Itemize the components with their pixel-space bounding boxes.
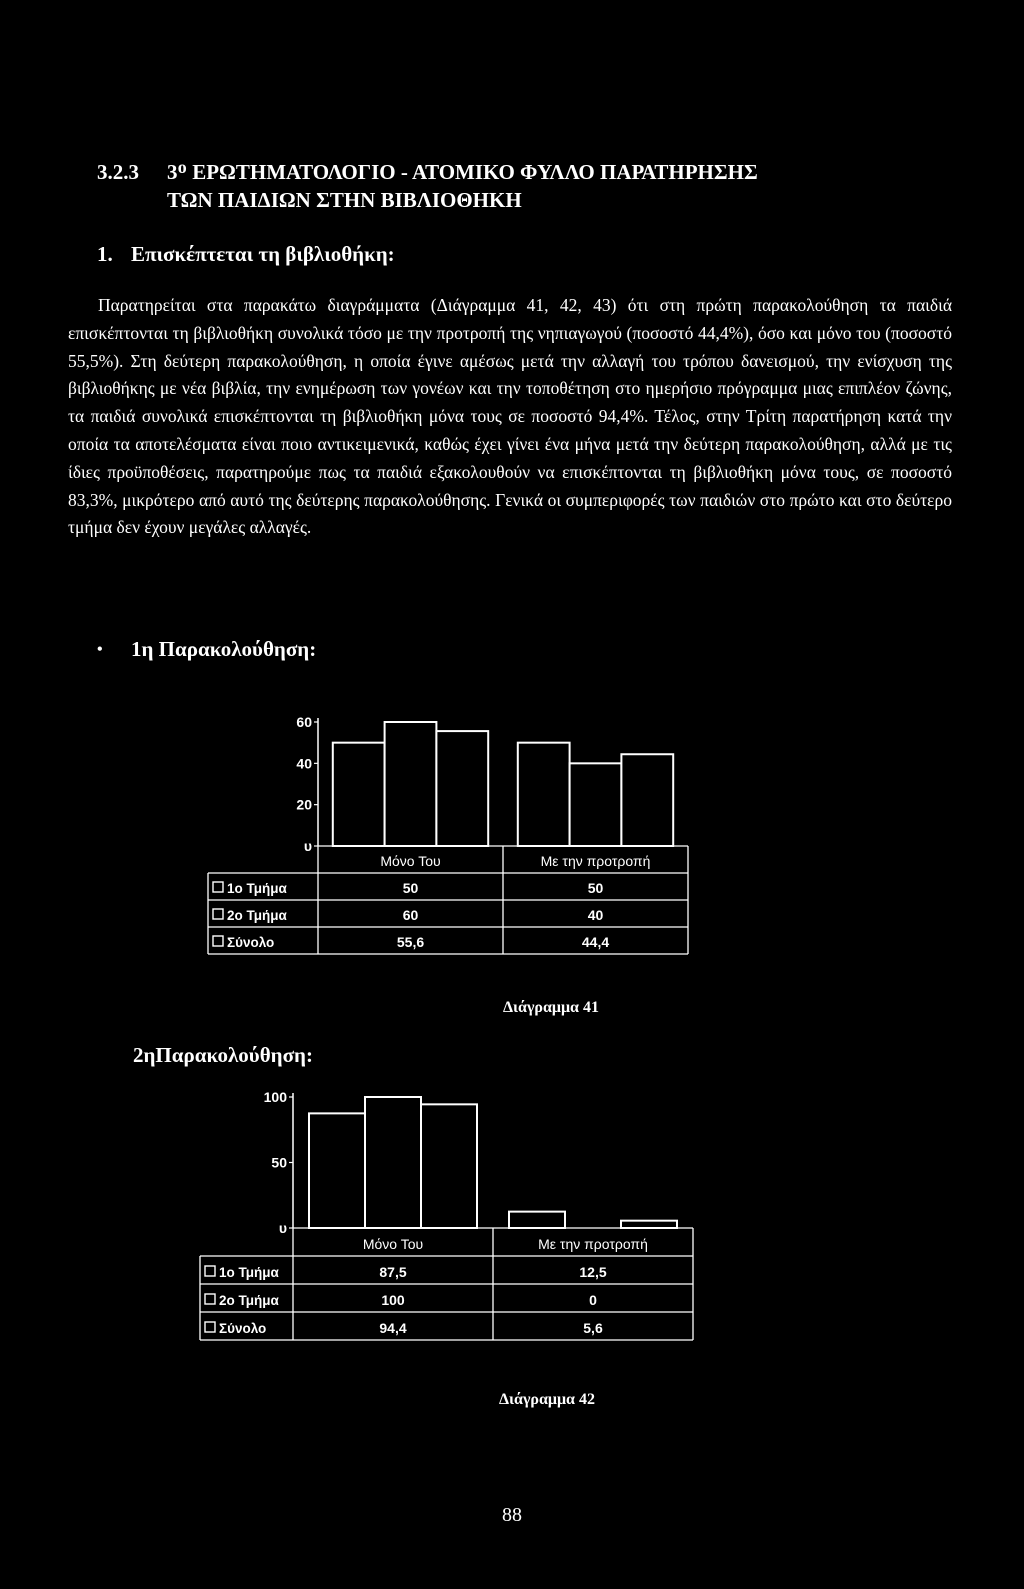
section-title-line2: ΤΩΝ ΠΑΙΔΙΩΝ ΣΤΗΝ ΒΙΒΛΙΟΘΗΚΗ [167, 188, 522, 212]
chart-42-category-label: Μόνο Του [362, 1236, 424, 1252]
chart-41-data-label: 60 [402, 907, 419, 923]
chart-41-data-label: 55,6 [396, 934, 425, 950]
chart-41-bar [385, 722, 437, 846]
chart-42-data-label: 0 [589, 1292, 597, 1308]
chart-42-data-label: 87,5 [379, 1264, 407, 1280]
chart-42-bar [421, 1104, 477, 1228]
chart-42-y-tick-label: 100 [263, 1089, 287, 1105]
chart-41-legend-label: 2ο Τμήμα [227, 908, 287, 923]
chart-41-y-tick-label: 20 [296, 796, 312, 813]
subheading-second-observation: 2ηΠαρακολούθηση: [133, 1043, 313, 1067]
chart-41-legend-label: Σύνολο [227, 935, 275, 950]
chart-42-data-label: 12,5 [579, 1264, 607, 1280]
chart-42-legend-label: 1ο Τμήμα [219, 1265, 279, 1280]
chart-41-bar [333, 743, 385, 846]
chart-41-data-label: 40 [587, 907, 604, 923]
item-label: Επισκέπτεται τη βιβλιοθήκη: [131, 242, 395, 266]
section-heading [97, 159, 758, 187]
chart-41-bar [621, 754, 673, 846]
chart-41-bar [570, 763, 622, 846]
chart-41-legend-swatch [213, 909, 223, 919]
chart-42-bar [509, 1212, 565, 1228]
chart-42-legend-swatch [205, 1266, 215, 1276]
chart-42-bar [621, 1221, 677, 1228]
chart-41-bar [436, 731, 488, 846]
chart-41-legend-swatch [213, 936, 223, 946]
chart-42-caption: Διάγραμμα 42 [499, 1391, 595, 1408]
chart-41-y-tick-label: υ [303, 838, 312, 854]
subheading-first-observation [97, 637, 316, 662]
section-title-line1: 3ᴼ ΕΡΩΤΗΜΑΤΟΛΟΓΙΟ - ΑΤΟΜΙΚΟ ΦΥΛΛΟ ΠΑΡΑΤΗΡΗΣΗΣ [167, 160, 758, 184]
section-number: 3.2.3 [97, 160, 139, 184]
chart-42-data-label: 100 [381, 1292, 405, 1308]
chart-41-data-label: 50 [587, 880, 604, 896]
chart-42-data-label: 5,6 [583, 1320, 603, 1336]
chart-41-data-label: 50 [402, 880, 419, 896]
chart-42-y-tick-label: 50 [271, 1154, 287, 1171]
item-heading [97, 242, 395, 267]
chart-42-bar [365, 1097, 421, 1228]
chart-41-data-label: 44,4 [581, 934, 610, 950]
chart-41 [0, 690, 1024, 990]
bullet-icon: • [97, 641, 103, 658]
chart-41-legend-label: 1ο Τμήμα [227, 881, 287, 896]
chart-41-category-label: Με την προτροπή [540, 853, 651, 869]
chart-42 [0, 1075, 1024, 1385]
chart-42-bar [309, 1113, 365, 1228]
chart-41-bar [518, 743, 570, 846]
chart-42-y-tick-label: υ [278, 1220, 287, 1236]
chart-42-legend-label: 2ο Τμήμα [219, 1293, 279, 1308]
chart-41-y-tick-label: 40 [296, 755, 312, 772]
chart-41-legend-swatch [213, 882, 223, 892]
chart-41-caption: Διάγραμμα 41 [503, 999, 599, 1016]
chart-41-category-label: Μόνο Του [380, 853, 441, 869]
chart-42-data-label: 94,4 [379, 1320, 407, 1336]
chart-42-category-label: Με την προτροπή [538, 1236, 648, 1252]
chart-42-legend-swatch [205, 1322, 215, 1332]
subheading-label: 1η Παρακολούθηση: [131, 637, 317, 661]
chart-42-legend-swatch [205, 1294, 215, 1304]
chart-41-y-tick-label: 60 [296, 714, 312, 730]
page-number: 88 [502, 1504, 522, 1526]
item-number: 1. [97, 242, 113, 266]
chart-42-legend-label: Σύνολο [219, 1321, 267, 1336]
body-paragraph: Παρατηρείται στα παρακάτω διαγράμματα (Διάγραμμα 41, 42, 43) ότι στη πρώτη παρακολούθηση τα παιδιά επισκέπτονται τη βιβλιοθήκη συνολικά τόσο με την προτροπή της νηπιαγωγού (ποσοστό 44,4%), όσο και μόνο του (ποσοστό 55,5%). Στη δεύτερη παρακολούθηση, η οποία έγινε αμέσως μετά την αλλαγή του τρόπου δανεισμού, την ενίσχυση της βιβλιοθήκης με νέα βιβλία, την ενημέρωση των γονέων και την τοποθέτηση στο ημερήσιο πρόγραμμα μιας επιπλέον ζώνης, τα παιδιά συνολικά επισκέπτονται τη βιβλιοθήκη μόνα τους σε ποσοστό 94,4%. Τέλος, στην Τρίτη παρατήρηση κατά την οποία τα αποτελέσματα είναι ποιο αντικειμενικά, καθώς έχει γίνει ένα μήνα μετά την δεύτερη παρακολούθηση, αλλά με τις ίδιες προϋποθέσεις, παρατηρούμε πως τα παιδιά εξακολουθούν να επισκέπτονται τη βιβλιοθήκη μόνα τους, σε ποσοστό 83,3%, μικρότερο από αυτό της δεύτερης παρακολούθησης. Γενικά οι συμπεριφορές των παιδιών στο πρώτο και στο δεύτερο τμήμα δεν έχουν μεγάλες αλλαγές. [68, 295, 952, 538]
